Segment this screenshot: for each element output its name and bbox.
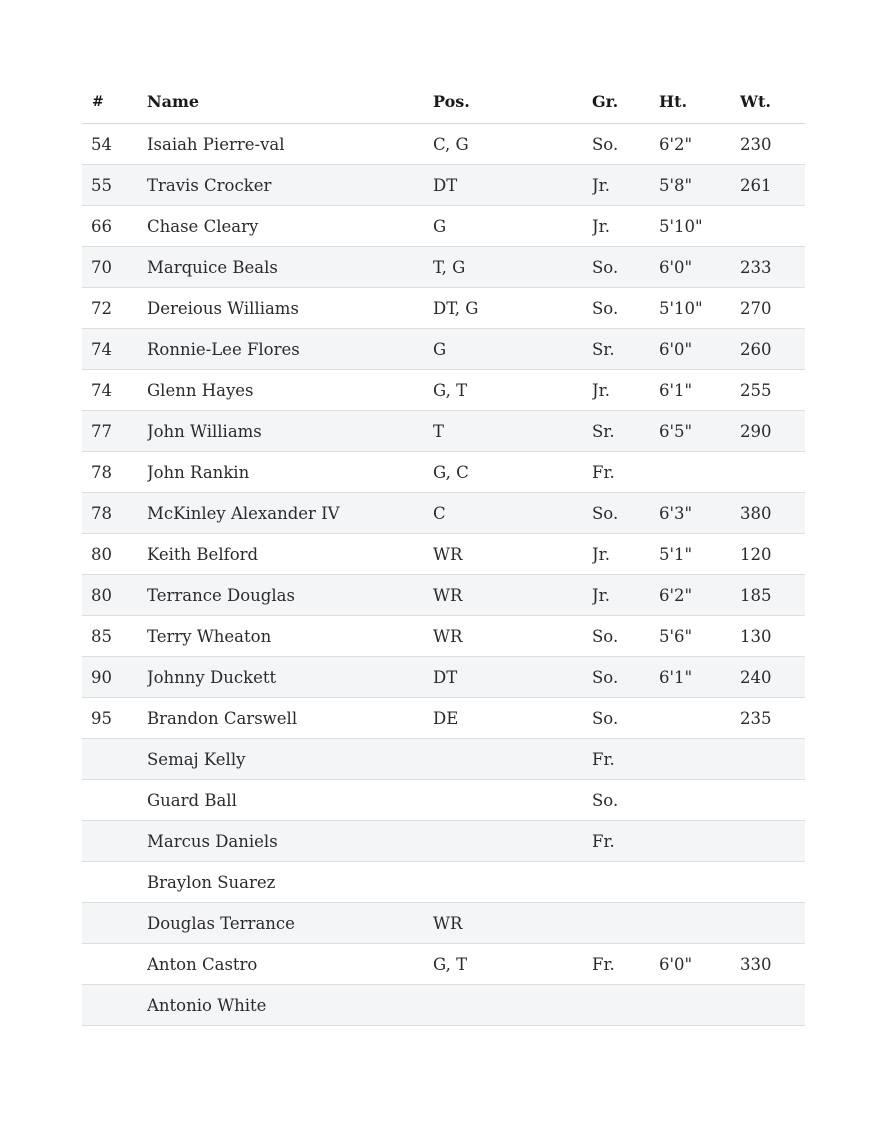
player-name: Glenn Hayes <box>147 380 254 400</box>
player-height: 6'1" <box>659 380 693 400</box>
table-row <box>82 985 805 1026</box>
player-grade: Fr. <box>592 831 615 851</box>
table-row <box>82 247 805 288</box>
table-row <box>82 370 805 411</box>
player-height: 5'10" <box>659 298 703 318</box>
player-height: 5'6" <box>659 626 693 646</box>
player-number: 95 <box>91 708 112 728</box>
player-grade: Jr. <box>592 380 610 400</box>
table-row <box>82 493 805 534</box>
player-number: 74 <box>91 380 112 400</box>
player-grade: Jr. <box>592 544 610 564</box>
player-height: 6'0" <box>659 339 693 359</box>
player-name: Douglas Terrance <box>147 913 295 933</box>
player-grade: Sr. <box>592 339 615 359</box>
player-weight: 230 <box>740 134 772 154</box>
player-name: Ronnie-Lee Flores <box>147 339 300 359</box>
player-height: 6'2" <box>659 585 693 605</box>
player-grade: So. <box>592 626 619 646</box>
player-position: G, T <box>433 380 468 400</box>
player-height: 5'10" <box>659 216 703 236</box>
player-grade: Fr. <box>592 462 615 482</box>
player-position: G, T <box>433 954 468 974</box>
player-position: G, C <box>433 462 469 482</box>
header-position: Pos. <box>433 92 470 111</box>
player-name: Johnny Duckett <box>147 667 277 687</box>
player-height: 6'0" <box>659 257 693 277</box>
player-name: Dereious Williams <box>147 298 299 318</box>
player-name: John Williams <box>147 421 262 441</box>
player-position: T, G <box>433 257 466 277</box>
player-height: 6'0" <box>659 954 693 974</box>
player-name: Marquice Beals <box>147 257 278 277</box>
table-body <box>82 124 805 1026</box>
table-row <box>82 452 805 493</box>
player-name: McKinley Alexander IV <box>147 503 340 523</box>
player-grade: So. <box>592 708 619 728</box>
header-number: # <box>92 93 104 110</box>
player-number: 77 <box>91 421 112 441</box>
player-height: 6'2" <box>659 134 693 154</box>
player-grade: So. <box>592 790 619 810</box>
player-position: WR <box>433 544 463 564</box>
player-name: Semaj Kelly <box>147 749 246 769</box>
player-position: DT <box>433 175 458 195</box>
table-header <box>82 80 805 124</box>
player-name: Guard Ball <box>147 790 237 810</box>
player-weight: 260 <box>740 339 772 359</box>
table-row <box>82 288 805 329</box>
player-position: DT, G <box>433 298 479 318</box>
player-height: 6'5" <box>659 421 693 441</box>
player-height: 5'8" <box>659 175 693 195</box>
player-number: 54 <box>91 134 112 154</box>
player-grade: Fr. <box>592 954 615 974</box>
table-row <box>82 821 805 862</box>
player-weight: 240 <box>740 667 772 687</box>
roster-table <box>82 80 805 1026</box>
player-weight: 255 <box>740 380 772 400</box>
header-grade: Gr. <box>592 92 619 111</box>
table-row <box>82 329 805 370</box>
player-number: 70 <box>91 257 112 277</box>
player-number: 80 <box>91 544 112 564</box>
player-weight: 330 <box>740 954 772 974</box>
player-weight: 233 <box>740 257 772 277</box>
player-name: Brandon Carswell <box>147 708 298 728</box>
player-number: 72 <box>91 298 112 318</box>
player-weight: 290 <box>740 421 772 441</box>
player-number: 80 <box>91 585 112 605</box>
player-weight: 185 <box>740 585 772 605</box>
table-row <box>82 206 805 247</box>
player-name: Chase Cleary <box>147 216 259 236</box>
player-number: 74 <box>91 339 112 359</box>
player-position: C <box>433 503 446 523</box>
player-position: WR <box>433 585 463 605</box>
player-height: 6'3" <box>659 503 693 523</box>
table-row <box>82 124 805 165</box>
player-position: G <box>433 216 447 236</box>
player-weight: 120 <box>740 544 772 564</box>
table-row <box>82 698 805 739</box>
player-weight: 130 <box>740 626 772 646</box>
player-position: DE <box>433 708 459 728</box>
player-name: Braylon Suarez <box>147 872 276 892</box>
player-grade: Jr. <box>592 216 610 236</box>
player-name: Marcus Daniels <box>147 831 278 851</box>
player-grade: Fr. <box>592 749 615 769</box>
player-number: 78 <box>91 503 112 523</box>
table-row <box>82 780 805 821</box>
player-name: Antonio White <box>147 995 267 1015</box>
table-row <box>82 739 805 780</box>
player-number: 78 <box>91 462 112 482</box>
player-name: Keith Belford <box>147 544 259 564</box>
header-weight: Wt. <box>740 92 771 111</box>
player-grade: So. <box>592 257 619 277</box>
player-name: Terrance Douglas <box>147 585 295 605</box>
player-grade: Sr. <box>592 421 615 441</box>
player-position: WR <box>433 626 463 646</box>
player-number: 55 <box>91 175 112 195</box>
player-weight: 261 <box>740 175 772 195</box>
player-name: John Rankin <box>147 462 250 482</box>
player-position: G <box>433 339 447 359</box>
player-weight: 380 <box>740 503 772 523</box>
table-row <box>82 165 805 206</box>
player-number: 90 <box>91 667 112 687</box>
player-height: 5'1" <box>659 544 693 564</box>
player-position: DT <box>433 667 458 687</box>
player-grade: Jr. <box>592 175 610 195</box>
player-position: WR <box>433 913 463 933</box>
table-row <box>82 616 805 657</box>
header-height: Ht. <box>659 92 688 111</box>
player-number: 66 <box>91 216 112 236</box>
player-grade: Jr. <box>592 585 610 605</box>
table-row <box>82 657 805 698</box>
table-row <box>82 575 805 616</box>
table-row <box>82 903 805 944</box>
player-weight: 235 <box>740 708 772 728</box>
player-grade: So. <box>592 298 619 318</box>
player-grade: So. <box>592 503 619 523</box>
table-row <box>82 862 805 903</box>
player-name: Travis Crocker <box>147 175 272 195</box>
player-name: Anton Castro <box>147 954 258 974</box>
table-row <box>82 534 805 575</box>
player-position: T <box>433 421 445 441</box>
player-grade: So. <box>592 667 619 687</box>
table-row <box>82 944 805 985</box>
player-number: 85 <box>91 626 112 646</box>
player-name: Terry Wheaton <box>147 626 272 646</box>
player-grade: So. <box>592 134 619 154</box>
player-position: C, G <box>433 134 469 154</box>
player-weight: 270 <box>740 298 772 318</box>
header-name: Name <box>147 92 200 111</box>
player-name: Isaiah Pierre-val <box>147 134 285 154</box>
player-height: 6'1" <box>659 667 693 687</box>
table-row <box>82 411 805 452</box>
